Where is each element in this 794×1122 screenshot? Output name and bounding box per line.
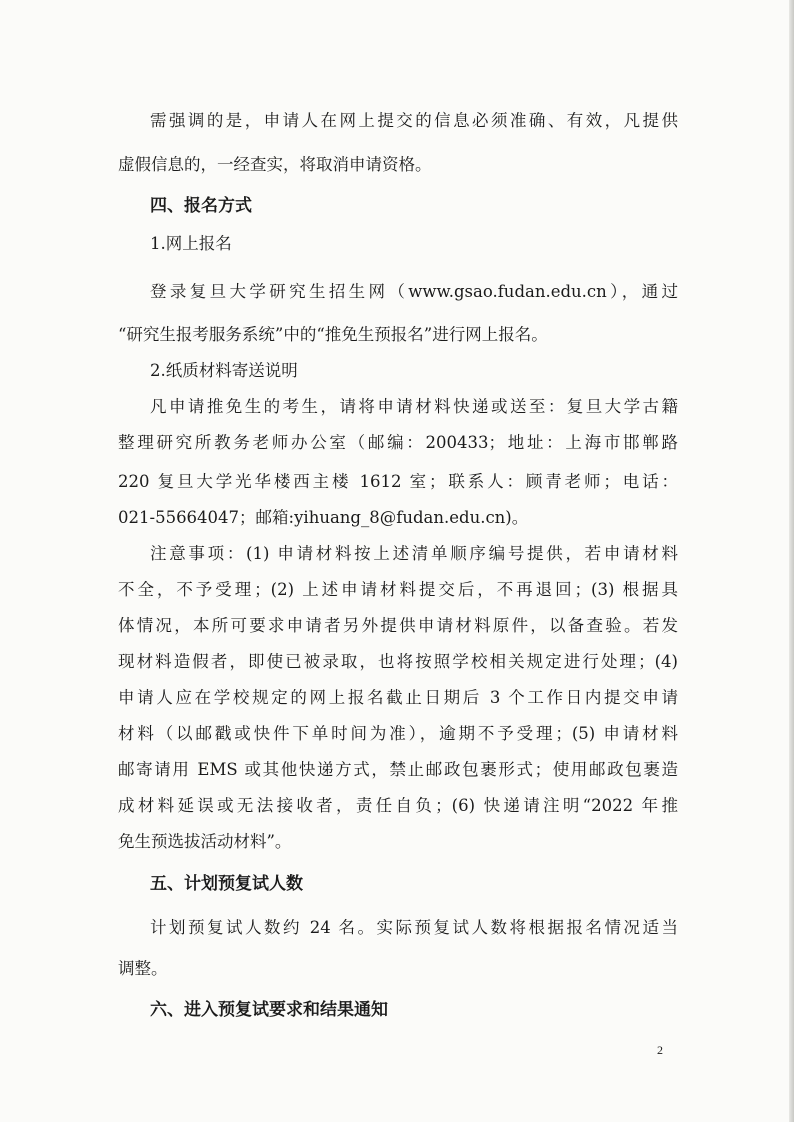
paragraph-line: “研究生报考服务系统”中的“推免生预报名”进行网上报名。 bbox=[118, 325, 548, 344]
paragraph-line: 220 复旦大学光华楼西主楼 1612 室；联系人：顾青老师；电话： bbox=[118, 472, 678, 491]
section-heading: 五、计划预复试人数 bbox=[150, 874, 303, 894]
paragraph-line: 免生预选拔活动材料”。 bbox=[118, 832, 292, 851]
paragraph-line: 材料（以邮戳或快件下单时间为准），逾期不予受理；(5) 申请材料 bbox=[118, 724, 678, 743]
paragraph-line: 需强调的是，申请人在网上提交的信息必须准确、有效，凡提供 bbox=[150, 111, 678, 130]
paragraph-line: 不全，不予受理；(2) 上述申请材料提交后，不再退回；(3) 根据具 bbox=[118, 580, 678, 599]
subheading: 1.网上报名 bbox=[150, 234, 232, 253]
paragraph-line: 体情况，本所可要求申请者另外提供申请材料原件，以备查验。若发 bbox=[118, 616, 678, 635]
paragraph-line: 调整。 bbox=[118, 959, 168, 978]
paragraph-line: 注意事项：(1) 申请材料按上述清单顺序编号提供，若申请材料 bbox=[150, 544, 678, 563]
paragraph-line: 整理研究所教务老师办公室（邮编：200433；地址：上海市邯郸路 bbox=[118, 433, 678, 452]
paragraph-line: 邮寄请用 EMS 或其他快递方式，禁止邮政包裹形式；使用邮政包裹造 bbox=[118, 760, 678, 779]
paragraph-line: 登录复旦大学研究生招生网（www.gsao.fudan.edu.cn），通过 bbox=[150, 282, 678, 301]
paragraph-line: 021-55664047；邮箱:yihuang_8@fudan.edu.cn)。 bbox=[118, 508, 529, 527]
paragraph-line: 现材料造假者，即使已被录取，也将按照学校相关规定进行处理；(4) bbox=[118, 652, 678, 671]
paragraph-line: 凡申请推免生的考生，请将申请材料快递或送至：复旦大学古籍 bbox=[150, 397, 678, 416]
subheading: 2.纸质材料寄送说明 bbox=[150, 361, 298, 380]
page-edge-shadow bbox=[789, 0, 794, 1122]
paragraph-line: 虚假信息的，一经查实，将取消申请资格。 bbox=[118, 155, 432, 174]
page-number: 2 bbox=[657, 1043, 663, 1057]
paragraph-line: 申请人应在学校规定的网上报名截止日期后 3 个工作日内提交申请 bbox=[118, 688, 678, 707]
section-heading: 四、报名方式 bbox=[150, 196, 252, 216]
paragraph-line: 计划预复试人数约 24 名。实际预复试人数将根据报名情况适当 bbox=[150, 918, 678, 937]
section-heading: 六、进入预复试要求和结果通知 bbox=[150, 1000, 388, 1020]
paragraph-line: 成材料延误或无法接收者，责任自负；(6) 快递请注明“2022 年推 bbox=[118, 796, 678, 815]
